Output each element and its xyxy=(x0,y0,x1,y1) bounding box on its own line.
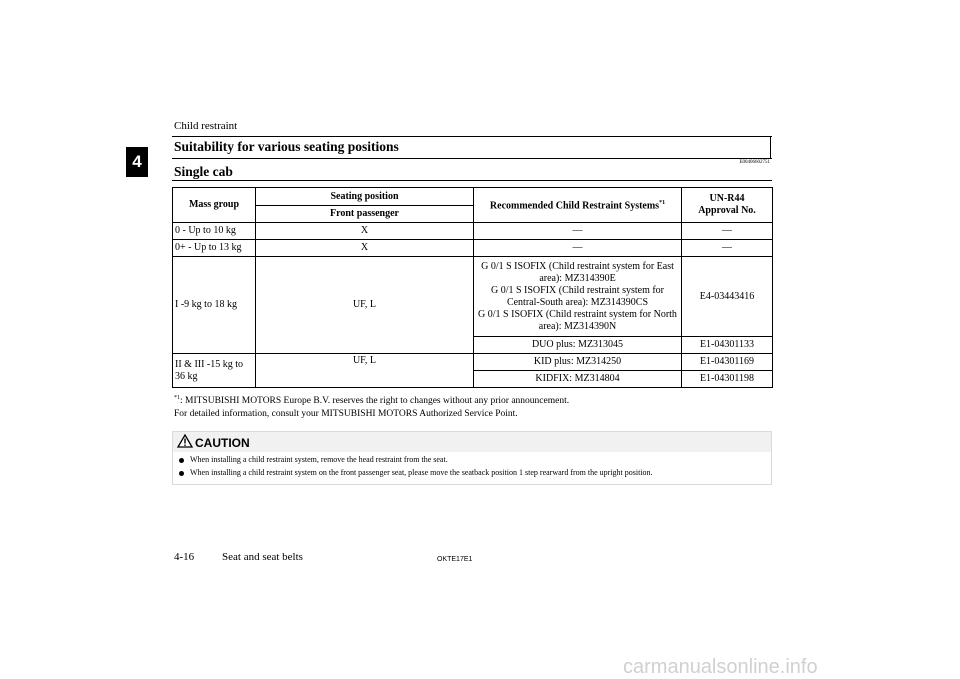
document-code: E00406602751 xyxy=(739,160,770,165)
footnote-text: : MITSUBISHI MOTORS Europe B.V. reserves the right to changes without any prior announcement. xyxy=(180,396,570,407)
warning-triangle-icon xyxy=(177,434,193,453)
caution-header xyxy=(177,434,250,452)
page-number: 4-16 xyxy=(174,551,195,563)
mass-group-header: Mass group xyxy=(173,188,256,223)
mass-cell: I -9 kg to 18 kg xyxy=(173,257,256,354)
chapter-tab: 4 xyxy=(126,147,148,177)
system-line: G 0/1 S ISOFIX (Child restraint system for North area): MZ314390N xyxy=(478,308,677,332)
front-passenger-header: Front passenger xyxy=(256,206,474,223)
front-passenger-cell: UF, L xyxy=(256,257,474,354)
table-row xyxy=(173,223,773,240)
suitability-table xyxy=(172,187,773,388)
approval-cell: — xyxy=(682,240,773,257)
caution-label: CAUTION xyxy=(195,436,250,450)
footnote-line1 xyxy=(174,392,774,408)
recommended-systems-header xyxy=(474,188,682,223)
footnote-line2: For detailed information, consult your MITSUBISHI MOTORS Authorized Service Point. xyxy=(174,409,518,420)
footnote-sup: *1 xyxy=(174,395,180,401)
table-row xyxy=(173,354,773,371)
recommended-header-text: Recommended Child Restraint Systems xyxy=(489,200,660,212)
approval-cell: E1-04301198 xyxy=(682,371,773,388)
mass-cell: 0 - Up to 10 kg xyxy=(173,223,256,240)
system-cell: KIDFIX: MZ314804 xyxy=(474,371,682,388)
seating-position-header: Seating position xyxy=(256,188,474,206)
system-cell-isofix xyxy=(474,257,682,337)
bullet-icon xyxy=(179,458,184,463)
footnotes xyxy=(174,392,774,421)
approval-header-line1: UN-R44 xyxy=(709,193,745,204)
approval-cell: E4-03443416 xyxy=(682,257,773,337)
system-cell: DUO plus: MZ313045 xyxy=(474,337,682,354)
mass-cell: 0+ - Up to 13 kg xyxy=(173,240,256,257)
caution-box xyxy=(172,431,772,485)
caution-text: When installing a child restraint system, remove the head restraint from the seat. xyxy=(190,455,448,464)
system-cell: KID plus: MZ314250 xyxy=(474,354,682,371)
system-cell: — xyxy=(474,223,682,240)
table-row xyxy=(173,240,773,257)
section-subtitle: Single cab xyxy=(174,164,233,179)
footnote-marker: *1 xyxy=(659,200,666,207)
front-passenger-cell: UF, L xyxy=(256,354,474,388)
caution-item xyxy=(179,468,653,478)
caution-body xyxy=(173,452,771,484)
approval-header xyxy=(682,188,773,223)
front-passenger-cell: X xyxy=(256,223,474,240)
mass-cell: II & III -15 kg to 36 kg xyxy=(173,354,256,388)
front-passenger-cell: X xyxy=(256,240,474,257)
system-line: G 0/1 S ISOFIX (Child restraint system for Central-South area): MZ314390CS xyxy=(490,284,665,308)
bullet-icon xyxy=(179,471,184,476)
watermark: carmanualsonline.info xyxy=(623,656,818,678)
approval-cell: E1-04301133 xyxy=(682,337,773,354)
table-row xyxy=(173,257,773,337)
page-title: Suitability for various seating positions xyxy=(174,139,399,154)
approval-cell: E1-04301169 xyxy=(682,354,773,371)
approval-header-line2: Approval No. xyxy=(698,205,756,216)
running-header: Child restraint xyxy=(174,120,238,132)
subtitle-rule xyxy=(172,180,772,181)
caution-item xyxy=(179,455,448,465)
caution-text: When installing a child restraint system on the front passenger seat, please move the seatback position 1 step rearward from the upright position. xyxy=(190,468,653,477)
footer-code: OKTE17E1 xyxy=(437,556,473,563)
system-line: G 0/1 S ISOFIX (Child restraint system for East area): MZ314390E xyxy=(481,260,674,284)
title-bottom-rule xyxy=(172,158,772,159)
footer-section: Seat and seat belts xyxy=(222,551,303,563)
approval-cell: — xyxy=(682,223,773,240)
system-cell: — xyxy=(474,240,682,257)
